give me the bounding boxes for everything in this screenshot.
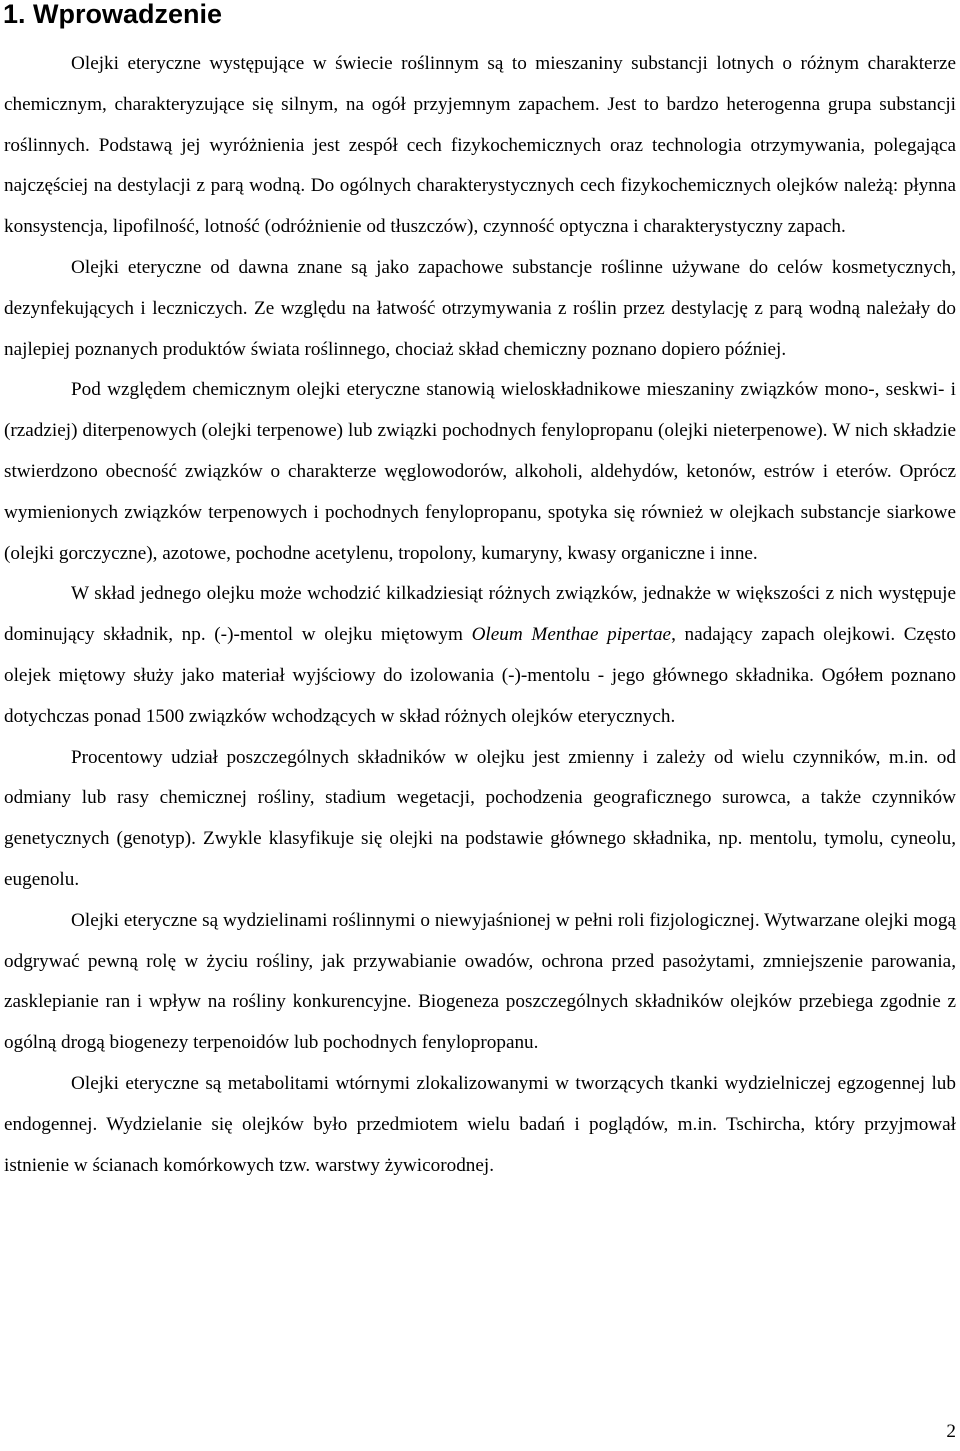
paragraph-4-text-before: W skład jednego olejku może wchodzić kilkadziesiąt różnych związków, jednakże w większości z nich występuje dominujący składnik, np. (-)-mentol w olejku miętowym xyxy=(4,583,956,646)
paragraph-3: Pod względem chemicznym olejki eteryczne stanowią wieloskładnikowe mieszaniny związków mono-, seskwi- i (rzadziej) diterpenowych (olejki terpenowe) lub związki pochodnych fenylopropanu (olejki nieterpenowe). W nich składzie stwierdzono obecność związków o charakterze węglowodorów, alkoholi, aldehydów, ketonów, estrów i eterów. Oprócz wymienionych związków terpenowych i pochodnych fenylopropanu, spotyka się również w olejkach substancje siarkowe (olejki gorczyczne), azotowe, pochodne acetylenu, tropolony, kumaryny, kwasy organiczne i inne. xyxy=(4,379,956,564)
paragraph-4-text-after: , nadający zapach olejkowi. Często olejek miętowy służy jako materiał wyjściowy do izolowania (-)-mentolu - jego głównego składnika. Ogółem poznano dotychczas ponad 1500 związków wchodzących w skład różnych olejków eterycznych. xyxy=(4,624,956,727)
paragraph-6: Olejki eteryczne są wydzielinami roślinnymi o niewyjaśnionej w pełni roli fizjologicznej. Wytwarzane olejki mogą odgrywać pewną rolę w życiu rośliny, jak przywabianie owadów, ochrona przed pasożytami, zmniejszenie parowania, zasklepianie ran i wpływ na rośliny konkurencyjne. Biogeneza poszczególnych składników olejków przebiega zgodnie z ogólną drogą biogenezy terpenoidów lub pochodnych fenylopropanu. xyxy=(4,909,956,1054)
paragraph-2: Olejki eteryczne od dawna znane są jako zapachowe substancje roślinne używane do celów kosmetycznych, dezynfekujących i leczniczych. Ze względu na łatwość otrzymywania z roślin przez destylację z parą wodną należały do najlepiej poznanych produktów świata roślinnego, chociaż skład chemiczny poznano dopiero później. xyxy=(4,256,956,360)
body-text xyxy=(4,44,956,1186)
paragraph-5: Procentowy udział poszczególnych składników w olejku jest zmienny i zależy od wielu czynników, m.in. od odmiany lub rasy chemicznej rośliny, stadium wegetacji, pochodzenia geograficznego surowca, a także czynników genetycznych (genotyp). Zwykle klasyfikuje się olejki na podstawie głównego składnika, np. mentolu, tymolu, cyneolu, eugenolu. xyxy=(4,746,956,890)
page-number: 2 xyxy=(946,1421,956,1442)
paragraph-7: Olejki eteryczne są metabolitami wtórnymi zlokalizowanymi w tworzących tkanki wydzielniczej egzogennej lub endogennej. Wydzielanie się olejków było przedmiotem wielu badań i poglądów, m.in. Tschircha, który przyjmował istnienie w ścianach komórkowych tzw. warstwy żywicorodnej. xyxy=(4,1072,956,1176)
section-heading: 1. Wprowadzenie xyxy=(3,0,223,29)
paragraph-1: Olejki eteryczne występujące w świecie roślinnym są to mieszaniny substancji lotnych o różnym charakterze chemicznym, charakteryzujące się silnym, na ogół przyjemnym zapachem. Jest to bardzo heterogenna grupa substancji roślinnych. Podstawą jej wyróżnienia jest zespół cech fizykochemicznych oraz technologia otrzymywania, polegająca najczęściej na destylacji z parą wodną. Do ogólnych charakterystycznych cech fizykochemicznych olejków należą: płynna konsystencja, lipofilność, lotność (odróżnienie od tłuszczów), czynność optyczna i charakterystyczny zapach. xyxy=(4,53,956,238)
paragraph-4-latin-name: Oleum Menthae pipertae xyxy=(471,624,672,646)
paragraph-4 xyxy=(4,574,956,737)
